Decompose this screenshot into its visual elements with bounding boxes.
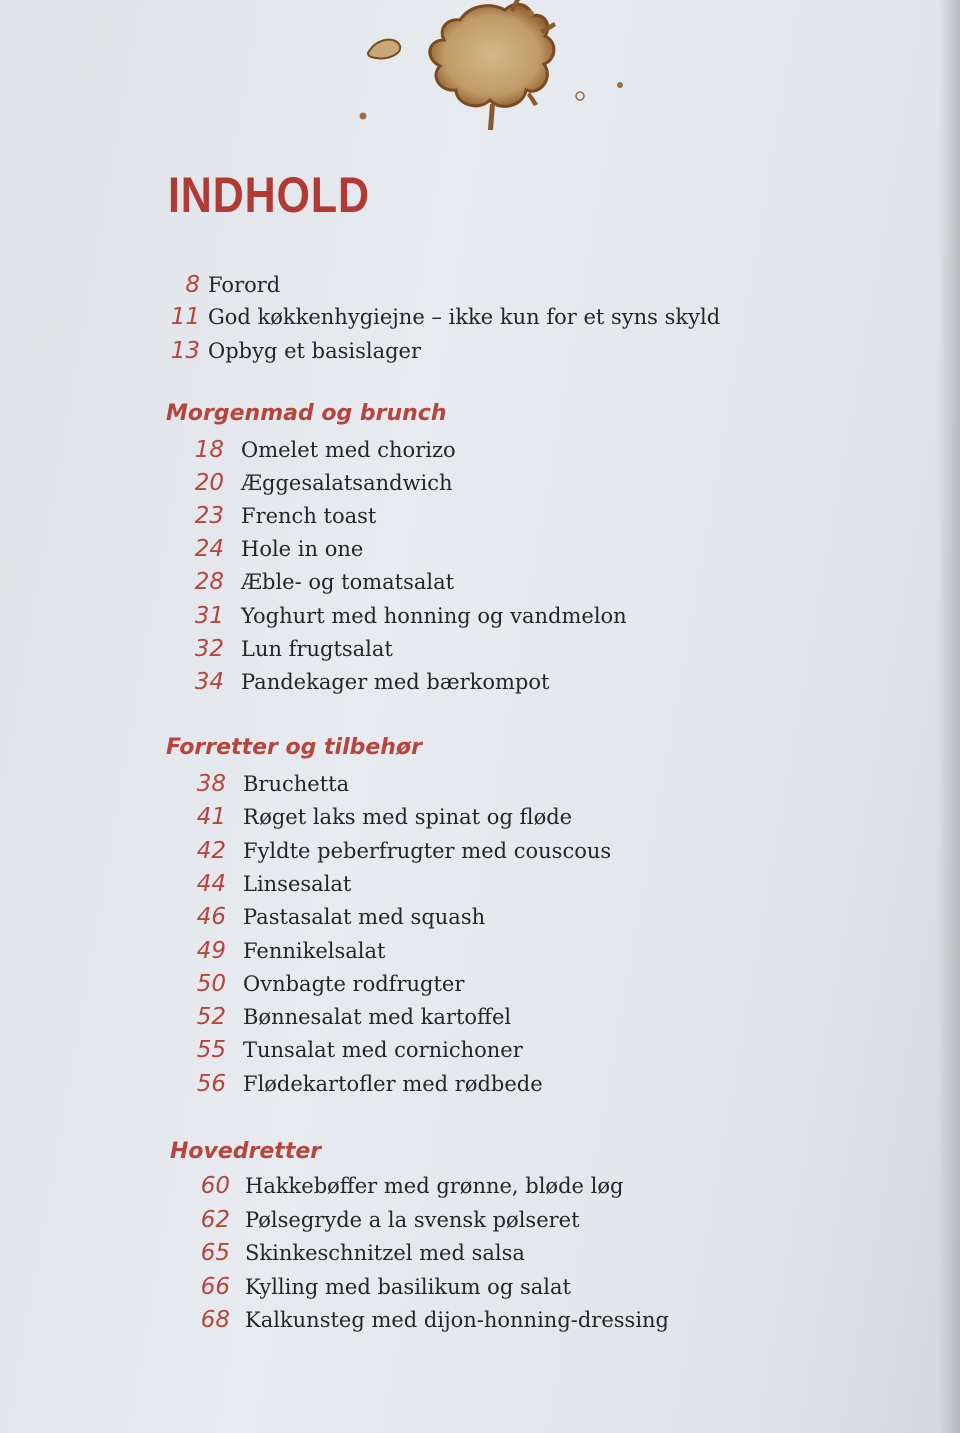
- entry-title: Pandekager med bærkompot: [241, 670, 550, 694]
- toc-entry: [0, 336, 960, 366]
- toc-entry: [0, 667, 960, 697]
- entry-title: Bønnesalat med kartoffel: [243, 1005, 512, 1029]
- toc-entry: [0, 435, 960, 465]
- page-number: 18: [194, 437, 224, 463]
- toc-entry: [0, 1272, 960, 1302]
- page-number: 38: [196, 771, 226, 797]
- entry-title: Ovnbagte rodfrugter: [243, 972, 465, 996]
- entry-title: Tunsalat med cornichoner: [243, 1038, 523, 1062]
- toc-entry: [0, 601, 960, 631]
- entry-title: Opbyg et basislager: [208, 339, 422, 363]
- toc-entry: [0, 1002, 960, 1032]
- entry-title: Æggesalatsandwich: [241, 471, 453, 495]
- toc-entry: [0, 1171, 960, 1201]
- toc-entry: [0, 869, 960, 899]
- entry-title: Omelet med chorizo: [241, 438, 456, 462]
- toc-entry: [0, 936, 960, 966]
- page-number: 34: [194, 669, 224, 695]
- entry-title: Hakkebøffer med grønne, bløde løg: [245, 1174, 624, 1198]
- page-number: 66: [200, 1274, 230, 1300]
- toc-entry: [0, 1205, 960, 1235]
- toc-entry: [0, 634, 960, 664]
- page-number: 68: [200, 1307, 230, 1333]
- page-title: INDHOLD: [168, 167, 370, 223]
- page-number: 31: [194, 603, 224, 629]
- page-number: 13: [170, 338, 200, 364]
- entry-title: Forord: [208, 273, 281, 297]
- page-number: 8: [185, 272, 200, 298]
- toc-entry: [0, 302, 960, 332]
- entry-title: God køkkenhygiejne – ikke kun for et syns skyld: [208, 305, 721, 329]
- toc-entry: [0, 836, 960, 866]
- toc-entry: [0, 468, 960, 498]
- entry-title: Flødekartofler med rødbede: [243, 1072, 543, 1096]
- toc-entry: [0, 1305, 960, 1335]
- page-number: 56: [196, 1071, 226, 1097]
- toc-entry: [0, 501, 960, 531]
- entry-title: Pølsegryde a la svensk pølseret: [245, 1208, 580, 1232]
- page-number: 28: [194, 569, 224, 595]
- page-number: 50: [196, 971, 226, 997]
- entry-title: Fyldte peberfrugter med couscous: [243, 839, 612, 863]
- toc-entry: [0, 567, 960, 597]
- page-number: 32: [194, 636, 224, 662]
- section-heading-forretter-og-tilbeh-r: Forretter og tilbehør: [166, 735, 422, 760]
- entry-title: Kalkunsteg med dijon-honning-dressing: [245, 1308, 669, 1332]
- toc-entry: [0, 534, 960, 564]
- page-number: 23: [194, 503, 224, 529]
- entry-title: French toast: [241, 504, 377, 528]
- page-number: 11: [170, 304, 200, 330]
- page-number: 49: [196, 938, 226, 964]
- page-number: 65: [200, 1240, 230, 1266]
- entry-title: Yoghurt med honning og vandmelon: [241, 604, 627, 628]
- toc-entry: [0, 769, 960, 799]
- toc-entry: [0, 1069, 960, 1099]
- entry-title: Bruchetta: [243, 772, 350, 796]
- page-number: 44: [196, 871, 226, 897]
- page-number: 46: [196, 904, 226, 930]
- entry-title: Hole in one: [241, 537, 364, 561]
- page-number: 42: [196, 838, 226, 864]
- toc-entry: [0, 902, 960, 932]
- page-number: 20: [194, 470, 224, 496]
- section-heading-hovedretter: Hovedretter: [170, 1139, 322, 1164]
- coffee-stain-icon: [340, 0, 640, 140]
- entry-title: Skinkeschnitzel med salsa: [245, 1241, 525, 1265]
- entry-title: Kylling med basilikum og salat: [245, 1275, 571, 1299]
- toc-entry: [0, 969, 960, 999]
- page-number: 62: [200, 1207, 230, 1233]
- entry-title: Røget laks med spinat og fløde: [243, 805, 573, 829]
- toc-entry: [0, 1238, 960, 1268]
- entry-title: Æble- og tomatsalat: [241, 570, 455, 594]
- toc-entry: [0, 802, 960, 832]
- entry-title: Linsesalat: [243, 872, 352, 896]
- page-number: 55: [196, 1037, 226, 1063]
- entry-title: Pastasalat med squash: [243, 905, 486, 929]
- entry-title: Lun frugtsalat: [241, 637, 393, 661]
- entry-title: Fennikelsalat: [243, 939, 386, 963]
- page-number: 60: [200, 1173, 230, 1199]
- page-number: 41: [196, 804, 226, 830]
- page-number: 24: [194, 536, 224, 562]
- toc-entry: [0, 270, 960, 300]
- section-heading-morgenmad-og-brunch: Morgenmad og brunch: [166, 401, 447, 426]
- page-number: 52: [196, 1004, 226, 1030]
- toc-entry: [0, 1035, 960, 1065]
